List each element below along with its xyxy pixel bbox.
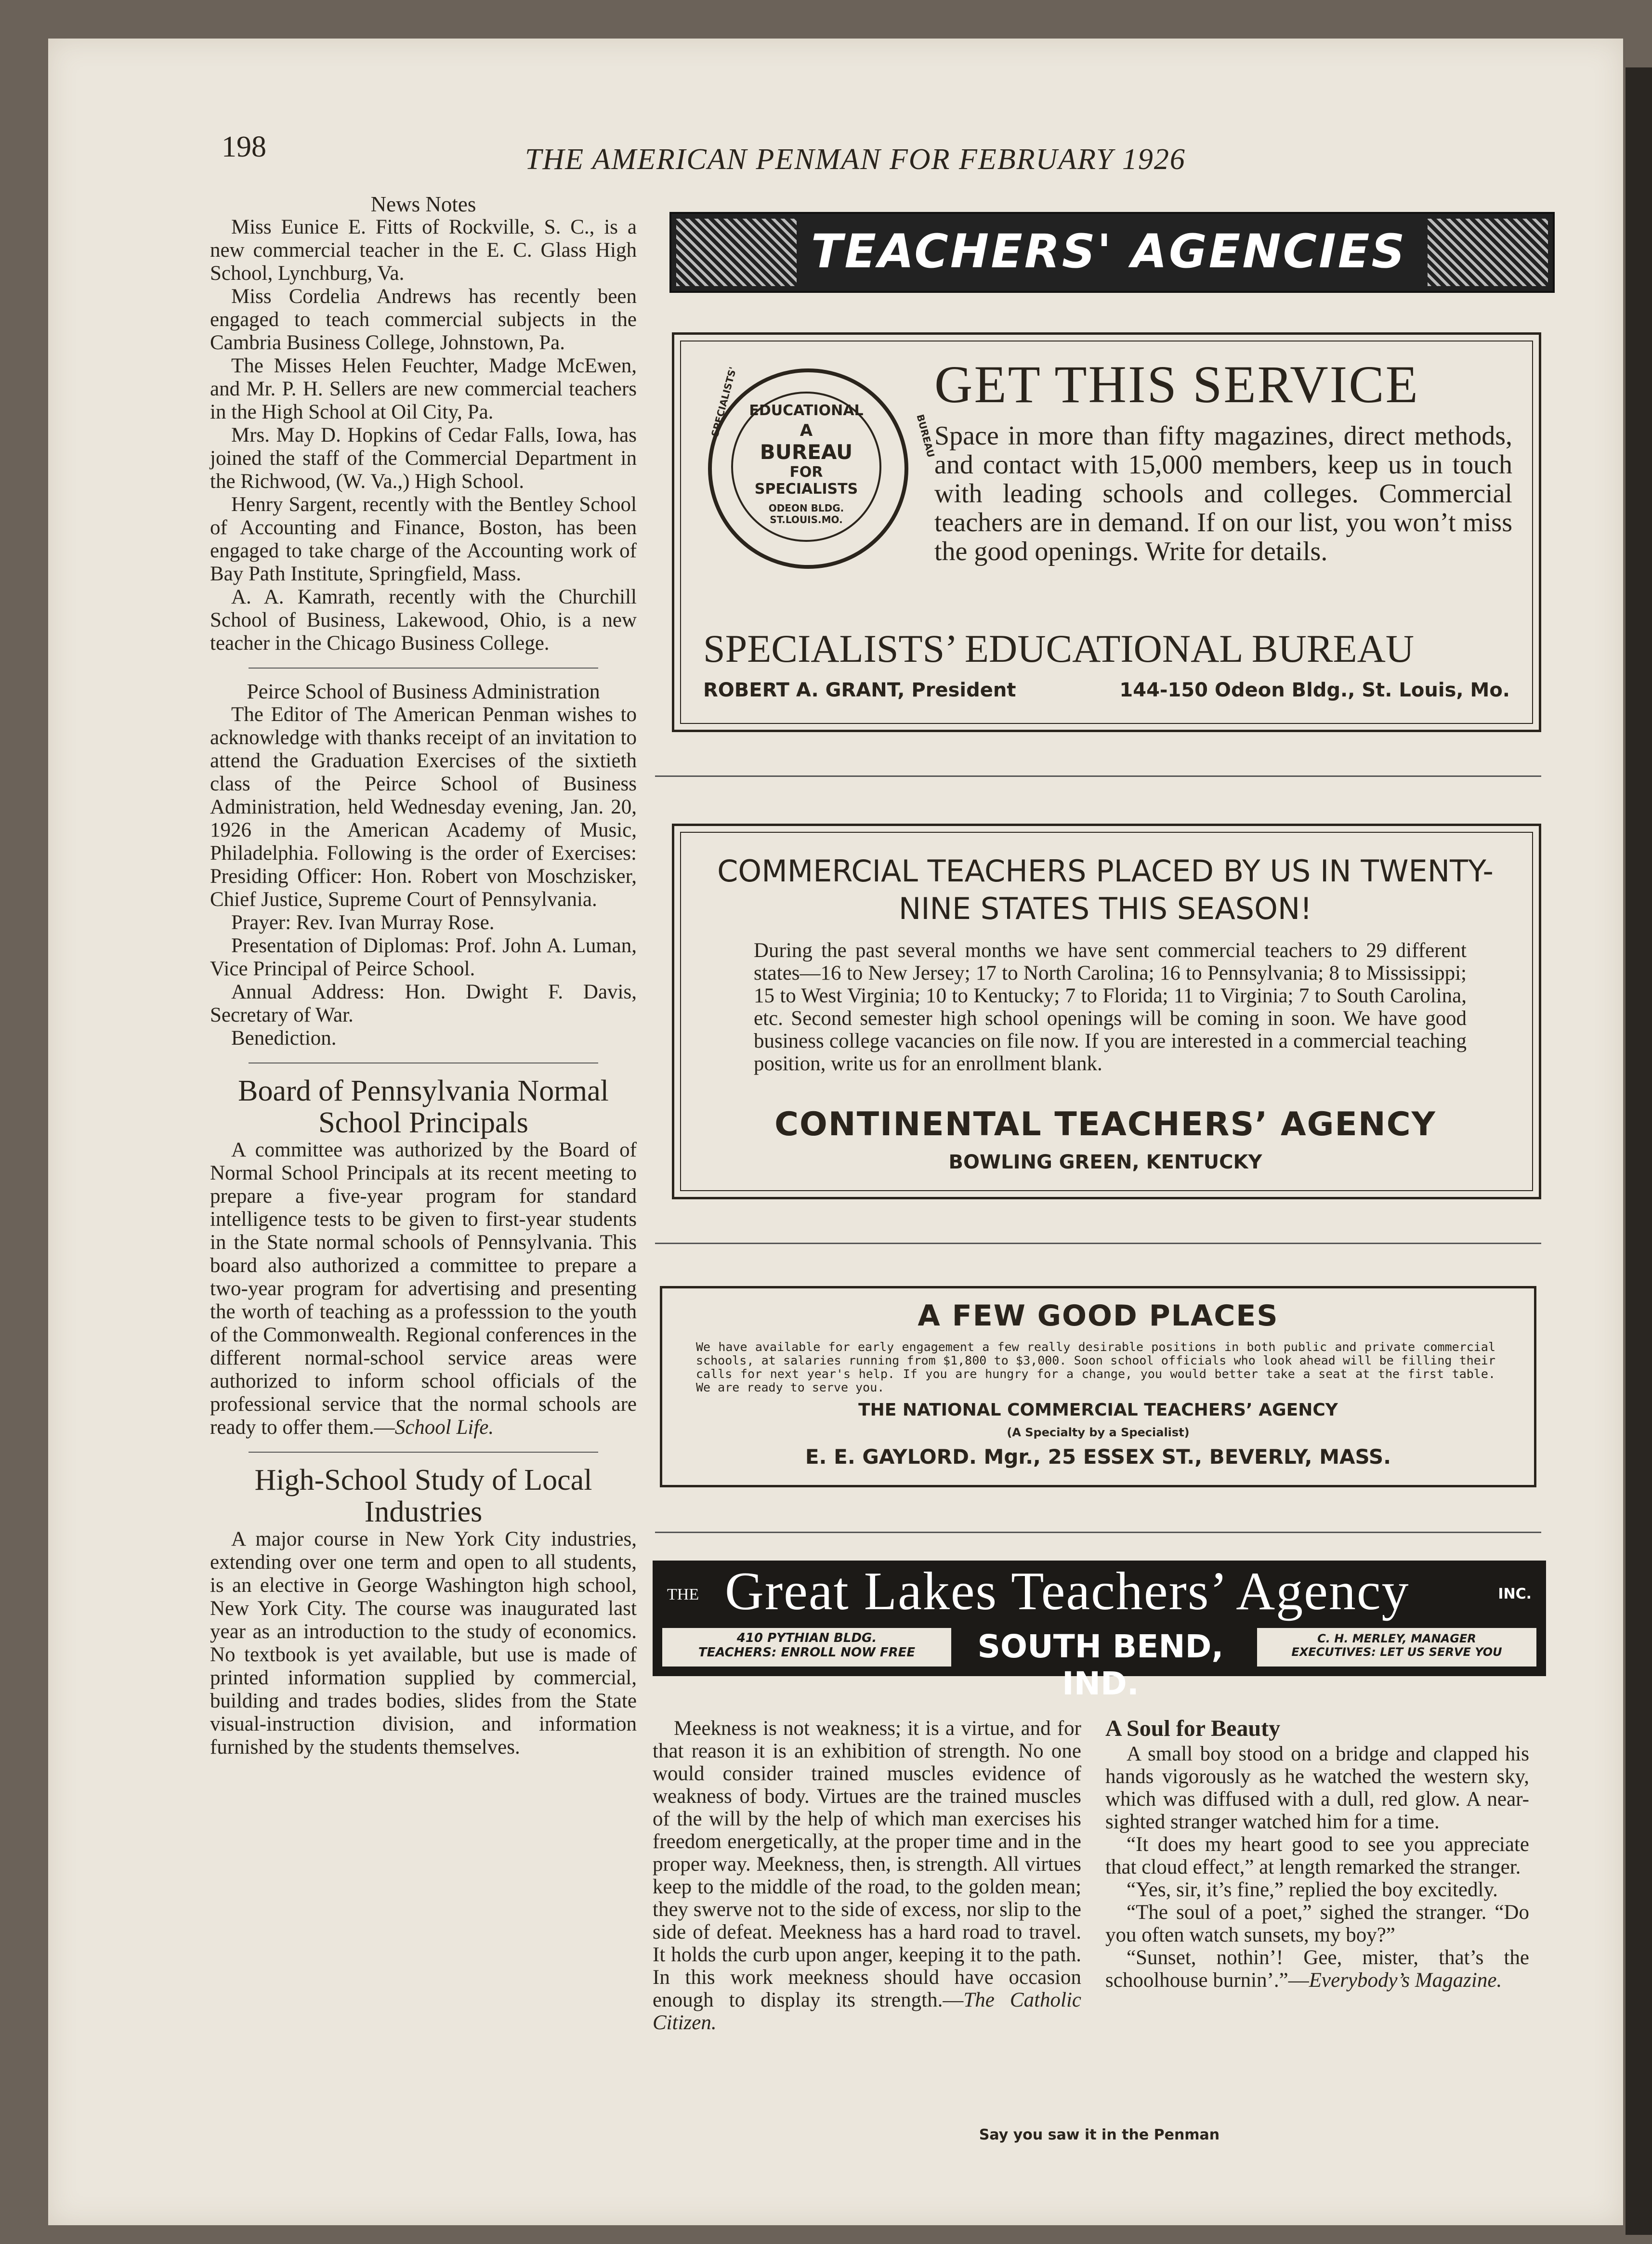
meekness-source: The Catholic Citizen. [653, 1989, 1081, 2034]
ad-specialists-bureau [672, 332, 1541, 732]
banner-ornament-right [1428, 219, 1548, 286]
page-footer: Say you saw it in the Penman [979, 2126, 1220, 2143]
board-title: Board of Pennsylvania Normal School Principals [238, 1075, 609, 1139]
soul-paragraph: “Yes, sir, it’s fine,” replied the boy excitedly. [1127, 1878, 1498, 1901]
seal-right-text: BUREAU [914, 413, 937, 459]
seal-text-specialists: SPECIALISTS [754, 481, 858, 498]
board-paragraph [210, 1139, 637, 1439]
ad-org-name: Great Lakes Teachers’ Agency [725, 1562, 1410, 1621]
seal-top-text: EDUCATIONAL [749, 402, 864, 419]
ad-body: We have available for early engagement a few really desirable positions in both public and private commercial schools, at salaries running from $1,800 to $3,000. Soon school officials who look ahead will be filling their calls for next year's help. If you are hungry for a change, you would better take a seat at the first table. We are ready to serve you. [696, 1340, 1495, 1394]
meekness-text: Meekness is not weakness; it is a virtue, and for that reason it is an exhibition of strength. No one would consider trained muscles evidence of weakness of body. Virtues are the trained muscles of the will by the help of which man exercises his freedom energetically, at the proper time and in the proper way. Meekness, then, is strength. All virtues keep to the middle of the road, to the golden mean; they swerve not to the side of excess, nor slip to the side of defeat. Meekness has a hard road to travel. It holds the curb upon anger, keeping it to the path. In this work meekness should have occasion enough to display its strength.— [653, 1717, 1081, 2011]
soul-last-text: “Sunset, nothin’! Gee, mister, that’s the schoolhouse burnin’.”— [1105, 1946, 1529, 1992]
ad-tagline: (A Specialty by a Specialist) [1007, 1426, 1190, 1439]
ad-body: Space in more than fifty magazines, direct methods, and contact with 15,000 members, keep us in touch with leading schools and colleges. Commercial teachers are in demand. If on our list, you won’t miss the good openings. Write for details. [934, 421, 1512, 566]
ad-separator [655, 775, 1541, 777]
ad-headline: COMMERCIAL TEACHERS PLACED BY US IN TWENTY-NINE STATES THIS SEASON! [717, 853, 1494, 926]
ad-right-line1: C. H. MERLEY, MANAGER [1317, 1632, 1476, 1645]
ad-headline: GET THIS SERVICE [934, 355, 1419, 414]
meekness-paragraph [653, 1717, 1081, 2034]
ad-org-name: THE NATIONAL COMMERCIAL TEACHERS’ AGENCY [858, 1400, 1338, 1420]
meekness-column [653, 1717, 1081, 2034]
soul-paragraph: “The soul of a poet,” sighed the stranger. “Do you often watch sunsets, my boy?” [1105, 1901, 1529, 1946]
ad-org-name: CONTINENTAL TEACHERS’ AGENCY [774, 1105, 1436, 1143]
soul-paragraph [1105, 1946, 1529, 1992]
soul-paragraph: “It does my heart good to see you appreciate that cloud effect,” at length remarked the stranger. [1105, 1833, 1529, 1878]
board-source: School Life. [394, 1416, 494, 1439]
news-paragraph: A. A. Kamrath, recently with the Churchill School of Business, Lakewood, Ohio, is a new teacher in the Chicago Business College. [210, 586, 637, 655]
news-notes-title: News Notes [370, 192, 476, 216]
ad-address: E. E. GAYLORD. Mgr., 25 ESSEX ST., BEVERLY, MASS. [805, 1445, 1391, 1469]
news-paragraph: Miss Cordelia Andrews has recently been engaged to teach commercial subjects in the Cambria Business College, Johnstown, Pa. [210, 285, 637, 354]
ad-separator [655, 1532, 1541, 1533]
soul-paragraph: A small boy stood on a bridge and clapped his hands vigorously as he watched the western sky, which was diffused with a dull, red glow. A near-sighted stranger watched him for a time. [1105, 1743, 1529, 1833]
left-column [210, 193, 637, 1759]
ad-headline: A FEW GOOD PLACES [918, 1299, 1279, 1333]
ad-great-lakes-agency [653, 1561, 1546, 1702]
ad-the: THE [667, 1586, 699, 1603]
news-paragraph: Mrs. May D. Hopkins of Cedar Falls, Iowa, has joined the staff of the Commercial Department in the Richwood, (W. Va.,) High School. [210, 424, 637, 493]
ad-left-panel [662, 1628, 951, 1667]
banner-title: TEACHERS' AGENCIES [811, 224, 1407, 278]
ad-president: ROBERT A. GRANT, President [703, 679, 1016, 701]
seal-bottom-text: ODEON BLDG. ST.LOUIS.MO. [768, 502, 844, 525]
news-paragraph: Miss Eunice E. Fitts of Rockville, S. C., is a new commercial teacher in the E. C. Glass High School, Lynchburg, Va. [210, 216, 637, 285]
bureau-seal [708, 365, 937, 569]
ad-location: BOWLING GREEN, KENTUCKY [948, 1151, 1262, 1173]
banner-ornament-left [676, 219, 797, 286]
ad-city: SOUTH BEND, IND. [977, 1628, 1224, 1702]
ad-address: 144-150 Odeon Bldg., St. Louis, Mo. [1119, 679, 1510, 701]
peirce-paragraph: Presentation of Diplomas: Prof. John A. Luman, Vice Principal of Peirce School. [210, 934, 637, 980]
ad-left-line1: 410 PYTHIAN BLDG. [736, 1631, 877, 1645]
ad-org-name: SPECIALISTS’ EDUCATIONAL BUREAU [703, 627, 1414, 670]
soul-column [1105, 1717, 1529, 1992]
seal-left-text: SPECIALISTS' [709, 365, 739, 438]
news-paragraph: The Misses Helen Feuchter, Madge McEwen, and Mr. P. H. Sellers are new commercial teachers in the High School at Oil City, Pa. [210, 354, 637, 423]
news-paragraph: Henry Sargent, recently with the Bentley School of Accounting and Finance, Boston, has been engaged to take charge of the Accounting work of Bay Path Institute, Springfield, Mass. [210, 493, 637, 585]
section-divider [249, 668, 598, 669]
page-number: 198 [222, 131, 266, 163]
ad-inc: INC. [1498, 1586, 1532, 1602]
soul-title: A Soul for Beauty [1105, 1716, 1281, 1741]
highschool-title: High-School Study of Local Industries [254, 1464, 592, 1528]
teachers-agencies-banner [669, 212, 1555, 293]
running-title: THE AMERICAN PENMAN FOR FEBRUARY 1926 [525, 143, 1186, 176]
seal-text-bureau: BUREAU [760, 440, 853, 464]
peirce-paragraph: The Editor of The American Penman wishes to acknowledge with thanks receipt of an invitation to attend the Graduation Exercises of the sixtieth class of the Peirce School of Business Administration, held Wednesday evening, Jan. 20, 1926 in the American Academy of Music, Philadelphia. Following is the order of Exercises: Presiding Officer: Hon. Robert von Moschzisker, Chief Justice, Supreme Court of Pennsylvania. [210, 703, 637, 911]
peirce-paragraph: Benediction. [231, 1027, 337, 1050]
ad-national-agency [660, 1286, 1536, 1487]
board-text: A committee was authorized by the Board of Normal School Principals at its recent meeting to prepare a five-year program for standard intelligence tests to be given to first-year students in the State normal schools of Pennsylvania. This board also authorized a committee to prepare a two-year program for advertising and presenting the worth of teaching as a professsion to the youth of the Commonwealth. Regional conferences in the different normal-school service areas were authorized to inform school officials of the professional service that the normal schools are ready to offer them.— [210, 1139, 637, 1439]
page-edge [1626, 67, 1652, 2235]
ad-separator [655, 1243, 1541, 1244]
seal-inner [731, 392, 881, 542]
ad-right-line2: EXECUTIVES: LET US SERVE YOU [1291, 1645, 1502, 1659]
seal-text-a: A [800, 421, 813, 440]
ad-right-panel [1257, 1628, 1536, 1667]
peirce-paragraph: Annual Address: Hon. Dwight F. Davis, Secretary of War. [210, 981, 637, 1026]
section-divider [249, 1452, 598, 1453]
ad-body: During the past several months we have sent commercial teachers to 29 different states—16 to New Jersey; 17 to North Carolina; 16 to Pennsylvania; 8 to Mississippi; 15 to West Virginia; 10 to Kentucky; 7 to Florida; 11 to Virginia; 7 to South Carolina, etc. Second semester high school openings will be coming in soon. We have good business college vacancies on file now. If you are interested in a commercial teaching position, write us for an enrollment blank. [754, 939, 1467, 1075]
peirce-title: Peirce School of Business Administration [247, 680, 600, 703]
ad-left-line2: TEACHERS: ENROLL NOW FREE [698, 1645, 916, 1660]
highschool-paragraph: A major course in New York City industries, extending over one term and open to all students, is an elective in George Washington high school, New York City. The course was inaugurated last year as an introduction to the study of economics. No textbook is yet available, but use is made of printed information supplied by commercial, building and trades bodies, slides from the State visual-instruction division, and information furnished by the students themselves. [210, 1528, 637, 1758]
peirce-paragraph: Prayer: Rev. Ivan Murray Rose. [231, 911, 495, 934]
seal-text-for: FOR [789, 464, 823, 481]
ad-continental-agency [672, 824, 1541, 1199]
soul-source: Everybody’s Magazine. [1309, 1969, 1502, 1992]
